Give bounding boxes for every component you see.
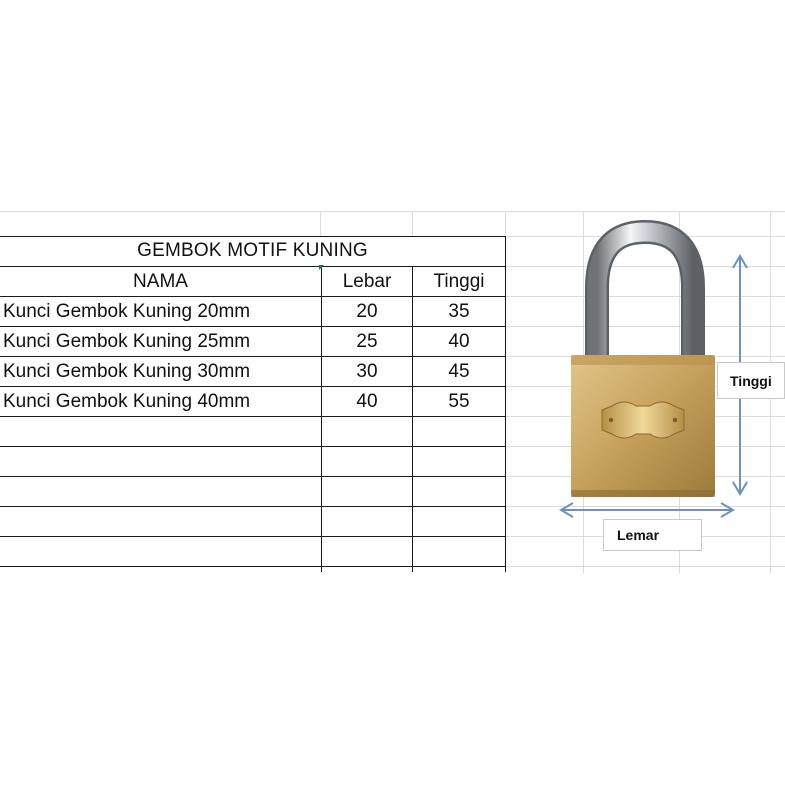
- cell-lebar: 20: [356, 301, 378, 322]
- width-label: Lemar: [603, 519, 702, 551]
- cell-lebar: 25: [356, 331, 378, 352]
- width-arrow: [561, 503, 733, 517]
- cell-nama: Kunci Gembok Kuning 20mm: [3, 301, 251, 322]
- cell-nama: Kunci Gembok Kuning 30mm: [3, 361, 251, 382]
- cell-tinggi: 45: [448, 361, 470, 382]
- cell-lebar: 30: [356, 361, 378, 382]
- cell-lebar: 40: [356, 391, 378, 412]
- cell-nama: Kunci Gembok Kuning 25mm: [3, 331, 251, 352]
- cell-tinggi: 40: [448, 331, 470, 352]
- header-tinggi: Tinggi: [433, 271, 485, 292]
- table-title: GEMBOK MOTIF KUNING: [137, 240, 368, 261]
- header-lebar: Lebar: [342, 271, 392, 292]
- height-label: Tinggi: [717, 362, 785, 399]
- cell-tinggi: 55: [448, 391, 470, 412]
- padlock-shackle: [597, 232, 693, 372]
- padlock-nameplate: [602, 402, 684, 438]
- cell-nama: Kunci Gembok Kuning 40mm: [3, 391, 251, 412]
- cell-tinggi: 35: [448, 301, 470, 322]
- header-nama: NAMA: [133, 271, 188, 292]
